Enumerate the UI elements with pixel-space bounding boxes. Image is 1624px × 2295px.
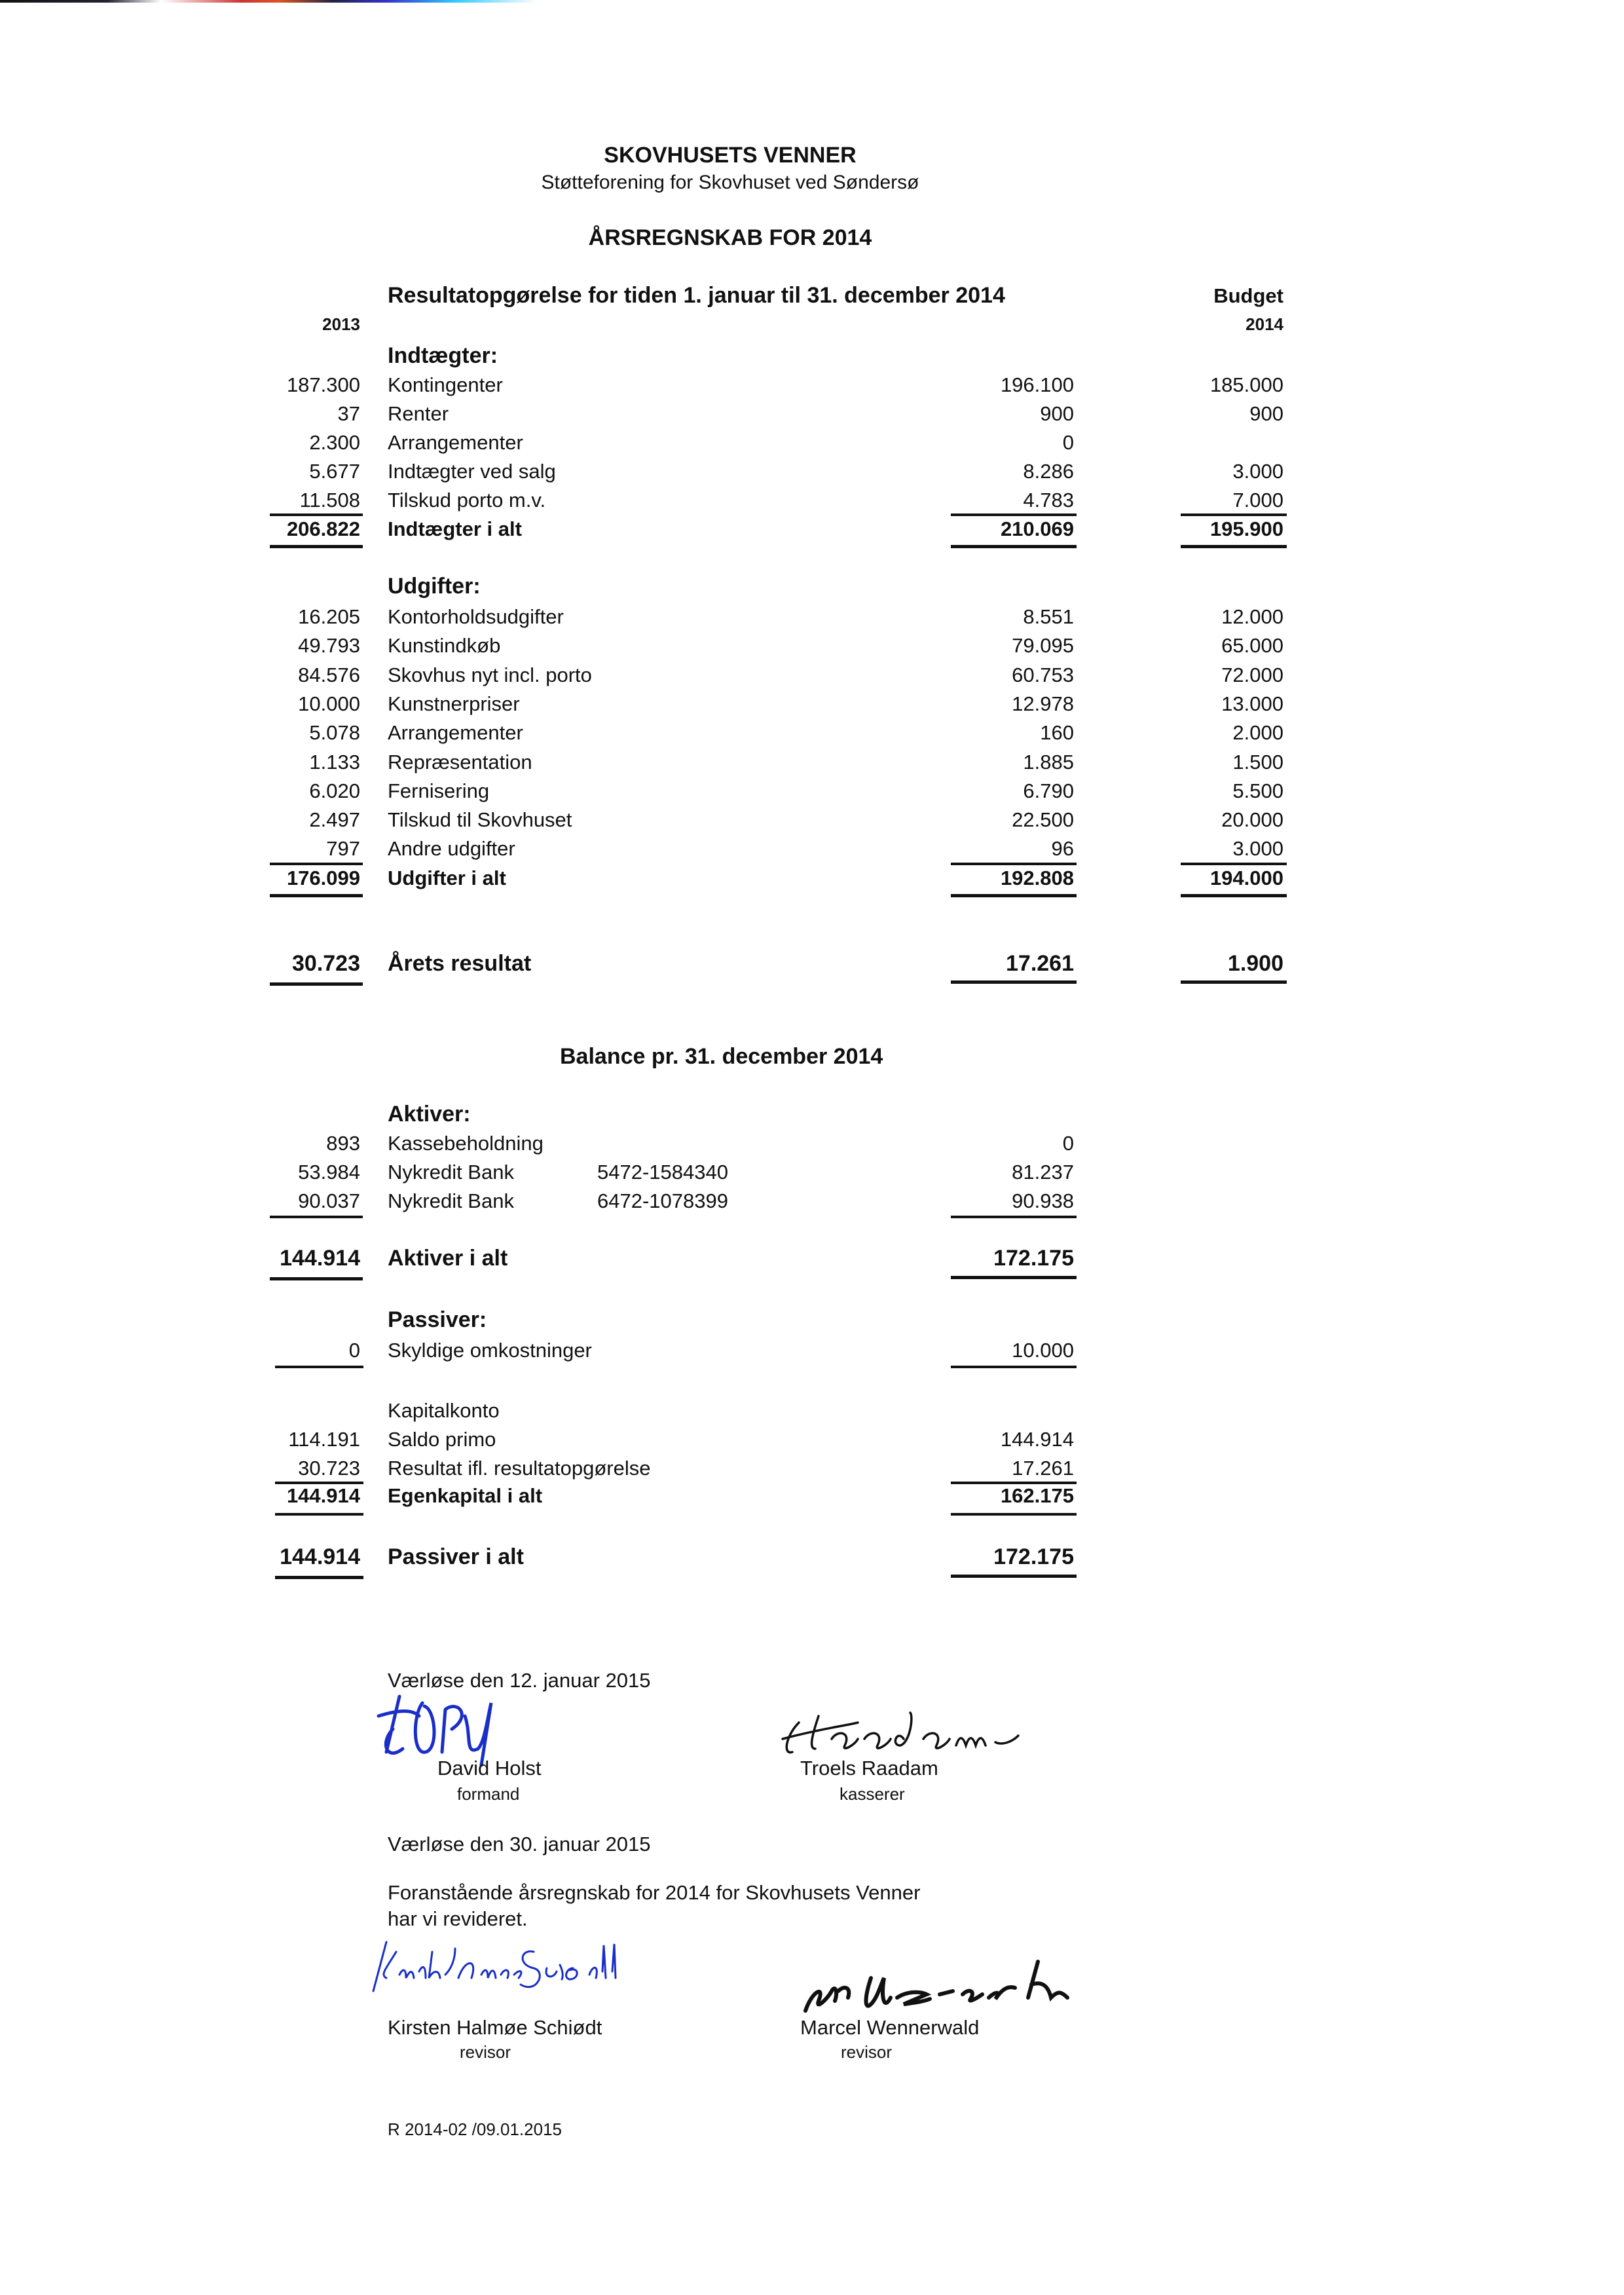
income-subtotal-line-prev bbox=[270, 513, 363, 516]
income-total-label: Indtægter i alt bbox=[388, 517, 522, 540]
result-underline-actual bbox=[951, 980, 1077, 984]
income-total-budget: 195.900 bbox=[1209, 517, 1283, 540]
board-member-role-2: kasserer bbox=[840, 1784, 905, 1804]
expense-row-label: Skovhus nyt incl. porto bbox=[388, 663, 592, 686]
expense-row-actual: 96 bbox=[1051, 837, 1074, 860]
income-row-actual: 8.286 bbox=[1023, 460, 1074, 483]
expense-row-prev: 49.793 bbox=[298, 634, 360, 657]
expense-row-actual: 22.500 bbox=[1012, 808, 1074, 831]
asset-row-actual: 81.237 bbox=[1012, 1161, 1074, 1184]
audit-date: Værløse den 30. januar 2015 bbox=[388, 1833, 651, 1856]
expense-row-budget: 65.000 bbox=[1221, 634, 1283, 657]
income-row-label: Kontingenter bbox=[388, 373, 503, 396]
equity-total-label: Egenkapital i alt bbox=[388, 1484, 543, 1507]
expense-row-budget: 72.000 bbox=[1221, 663, 1283, 686]
debt-underline-prev bbox=[275, 1366, 363, 1368]
expense-row-prev: 2.497 bbox=[309, 808, 360, 831]
expense-total-underline-prev bbox=[270, 894, 363, 897]
result-budget: 1.900 bbox=[1227, 951, 1283, 976]
signature-troels-raadam bbox=[779, 1709, 1054, 1762]
expense-row-prev: 84.576 bbox=[298, 663, 360, 686]
expense-row-actual: 160 bbox=[1040, 721, 1074, 744]
auditor-name-2: Marcel Wennerwald bbox=[800, 2016, 980, 2039]
col-header-budget: Budget bbox=[1213, 284, 1283, 307]
income-row-actual: 0 bbox=[1062, 431, 1074, 454]
asset-row-account-number: 6472-1078399 bbox=[597, 1189, 728, 1212]
board-date: Værløse den 12. januar 2015 bbox=[388, 1669, 651, 1692]
board-member-name-1: David Holst bbox=[437, 1757, 542, 1780]
expense-total-budget: 194.000 bbox=[1209, 867, 1283, 889]
expense-row-label: Kunstnerpriser bbox=[388, 692, 520, 715]
asset-row-prev: 90.037 bbox=[298, 1189, 360, 1212]
liabilities-heading: Passiver: bbox=[388, 1307, 487, 1332]
document-title: ÅRSREGNSKAB FOR 2014 bbox=[588, 225, 872, 250]
expense-row-prev: 6.020 bbox=[309, 779, 360, 802]
liabilities-total-actual: 172.175 bbox=[993, 1544, 1074, 1569]
expense-total-underline-actual bbox=[951, 894, 1077, 897]
expense-row-actual: 60.753 bbox=[1012, 663, 1074, 686]
income-row-budget: 7.000 bbox=[1232, 489, 1283, 512]
income-row-actual: 196.100 bbox=[1000, 373, 1074, 396]
expense-total-prev: 176.099 bbox=[286, 867, 360, 889]
expense-row-actual: 8.551 bbox=[1023, 605, 1074, 628]
expense-row-budget: 2.000 bbox=[1232, 721, 1283, 744]
auditor-role-2: revisor bbox=[841, 2042, 893, 2062]
assets-total-prev: 144.914 bbox=[280, 1246, 360, 1271]
expense-row-budget: 3.000 bbox=[1232, 837, 1283, 860]
signature-kirsten-halmoe-schiodt bbox=[367, 1939, 733, 1998]
debt-label: Skyldige omkostninger bbox=[388, 1339, 592, 1362]
liabilities-underline-prev bbox=[275, 1576, 363, 1579]
income-row-prev: 37 bbox=[337, 402, 360, 425]
expense-subtotal-line-budget bbox=[1181, 863, 1287, 865]
asset-subtotal-line-prev bbox=[270, 1216, 363, 1218]
capital-row-label: Resultat ifl. resultatopgørelse bbox=[388, 1457, 651, 1480]
col-header-2013: 2013 bbox=[322, 314, 360, 334]
asset-row-actual: 0 bbox=[1062, 1132, 1074, 1155]
equity-underline-prev bbox=[275, 1513, 363, 1516]
equity-underline-actual bbox=[951, 1513, 1077, 1516]
capital-row-label: Saldo primo bbox=[388, 1428, 496, 1451]
assets-heading: Aktiver: bbox=[388, 1102, 471, 1127]
income-row-budget: 185.000 bbox=[1209, 373, 1283, 396]
income-statement-title: Resultatopgørelse for tiden 1. januar til 31. december 2014 bbox=[388, 283, 1005, 308]
asset-row-label: Kassebeholdning bbox=[388, 1132, 544, 1155]
capital-heading: Kapitalkonto bbox=[388, 1399, 500, 1422]
income-total-actual: 210.069 bbox=[1000, 517, 1074, 540]
expense-row-label: Kunstindkøb bbox=[388, 634, 501, 657]
expense-total-label: Udgifter i alt bbox=[388, 867, 506, 889]
liabilities-total-label: Passiver i alt bbox=[388, 1544, 524, 1569]
asset-row-account-number: 5472-1584340 bbox=[597, 1161, 728, 1184]
debt-actual: 10.000 bbox=[1012, 1339, 1074, 1362]
org-subtitle: Støtteforening for Skovhuset ved Søndersø bbox=[541, 172, 919, 193]
expense-total-actual: 192.808 bbox=[1000, 867, 1074, 889]
capital-row-prev: 30.723 bbox=[298, 1457, 360, 1480]
org-name: SKOVHUSETS VENNER bbox=[604, 143, 857, 168]
expense-subtotal-line-actual bbox=[951, 863, 1077, 865]
expense-row-label: Tilskud til Skovhuset bbox=[388, 808, 572, 831]
asset-row-prev: 53.984 bbox=[298, 1161, 360, 1184]
result-actual: 17.261 bbox=[1006, 951, 1074, 976]
expense-row-actual: 12.978 bbox=[1012, 692, 1074, 715]
asset-row-label: Nykredit Bank bbox=[388, 1189, 514, 1212]
expense-total-underline-budget bbox=[1181, 894, 1287, 897]
signature-marcel-wennerwald bbox=[799, 1958, 1218, 2017]
expense-row-prev: 1.133 bbox=[309, 751, 360, 774]
income-heading: Indtægter: bbox=[388, 343, 498, 368]
expense-row-actual: 6.790 bbox=[1023, 779, 1074, 802]
assets-total-actual: 172.175 bbox=[993, 1246, 1074, 1271]
balance-title: Balance pr. 31. december 2014 bbox=[560, 1044, 883, 1069]
expense-row-label: Kontorholdsudgifter bbox=[388, 605, 564, 628]
expense-row-prev: 10.000 bbox=[298, 692, 360, 715]
assets-total-label: Aktiver i alt bbox=[388, 1246, 508, 1271]
audit-statement-line-2: har vi revideret. bbox=[388, 1907, 528, 1930]
income-row-prev: 5.677 bbox=[309, 460, 360, 483]
asset-row-actual: 90.938 bbox=[1012, 1189, 1074, 1212]
income-row-budget: 3.000 bbox=[1232, 460, 1283, 483]
expense-row-budget: 12.000 bbox=[1221, 605, 1283, 628]
result-underline-budget bbox=[1181, 980, 1287, 984]
debt-prev: 0 bbox=[348, 1339, 360, 1362]
result-prev: 30.723 bbox=[292, 951, 360, 976]
capital-row-actual: 144.914 bbox=[1000, 1428, 1074, 1451]
assets-total-underline-actual bbox=[951, 1276, 1077, 1279]
expense-row-label: Andre udgifter bbox=[388, 837, 515, 860]
asset-row-label: Nykredit Bank bbox=[388, 1161, 514, 1184]
expense-row-budget: 1.500 bbox=[1232, 751, 1283, 774]
expense-row-prev: 5.078 bbox=[309, 721, 360, 744]
auditor-name-1: Kirsten Halmøe Schiødt bbox=[388, 2016, 602, 2039]
liabilities-total-prev: 144.914 bbox=[280, 1544, 360, 1569]
income-subtotal-line-actual bbox=[951, 513, 1077, 516]
income-total-underline-prev bbox=[270, 545, 363, 548]
auditor-role-1: revisor bbox=[460, 2042, 511, 2062]
scan-artifact bbox=[0, 0, 537, 3]
col-header-budget-year: 2014 bbox=[1246, 314, 1283, 334]
liabilities-underline-actual bbox=[951, 1575, 1077, 1578]
income-row-actual: 900 bbox=[1040, 402, 1074, 425]
expense-row-label: Repræsentation bbox=[388, 751, 532, 774]
asset-subtotal-line-actual bbox=[951, 1216, 1077, 1218]
income-row-label: Indtægter ved salg bbox=[388, 460, 556, 483]
result-underline-prev bbox=[270, 982, 363, 986]
expense-row-prev: 797 bbox=[326, 837, 360, 860]
income-total-prev: 206.822 bbox=[286, 517, 360, 540]
income-total-underline-actual bbox=[951, 545, 1077, 548]
expense-row-prev: 16.205 bbox=[298, 605, 360, 628]
capital-row-prev: 114.191 bbox=[288, 1428, 360, 1451]
capital-row-actual: 17.261 bbox=[1012, 1457, 1074, 1480]
income-total-underline-budget bbox=[1181, 545, 1287, 548]
expense-row-actual: 1.885 bbox=[1023, 751, 1074, 774]
debt-underline-actual bbox=[951, 1366, 1077, 1368]
expense-row-actual: 79.095 bbox=[1012, 634, 1074, 657]
assets-total-underline-prev bbox=[270, 1277, 363, 1280]
equity-total-actual: 162.175 bbox=[1000, 1484, 1074, 1507]
result-label: Årets resultat bbox=[388, 951, 532, 976]
income-row-prev: 2.300 bbox=[309, 431, 360, 454]
document-reference: R 2014-02 /09.01.2015 bbox=[388, 2119, 562, 2139]
equity-total-prev: 144.914 bbox=[286, 1484, 360, 1507]
income-row-label: Tilskud porto m.v. bbox=[388, 489, 546, 512]
income-row-budget: 900 bbox=[1249, 402, 1283, 425]
expense-row-budget: 13.000 bbox=[1221, 692, 1283, 715]
board-member-name-2: Troels Raadam bbox=[800, 1757, 938, 1780]
income-row-label: Arrangementer bbox=[388, 431, 523, 454]
audit-statement-line-1: Foranstående årsregnskab for 2014 for Skovhusets Venner bbox=[388, 1881, 921, 1904]
expense-row-label: Fernisering bbox=[388, 779, 490, 802]
expense-subtotal-line-prev bbox=[270, 863, 363, 865]
income-row-label: Renter bbox=[388, 402, 449, 425]
income-subtotal-line-budget bbox=[1181, 513, 1287, 516]
expenses-heading: Udgifter: bbox=[388, 574, 481, 599]
income-row-actual: 4.783 bbox=[1023, 489, 1074, 512]
income-row-prev: 187.300 bbox=[286, 373, 360, 396]
asset-row-prev: 893 bbox=[326, 1132, 360, 1155]
expense-row-budget: 5.500 bbox=[1232, 779, 1283, 802]
expense-row-label: Arrangementer bbox=[388, 721, 523, 744]
expense-row-budget: 20.000 bbox=[1221, 808, 1283, 831]
income-row-prev: 11.508 bbox=[299, 489, 360, 512]
board-member-role-1: formand bbox=[457, 1784, 520, 1804]
